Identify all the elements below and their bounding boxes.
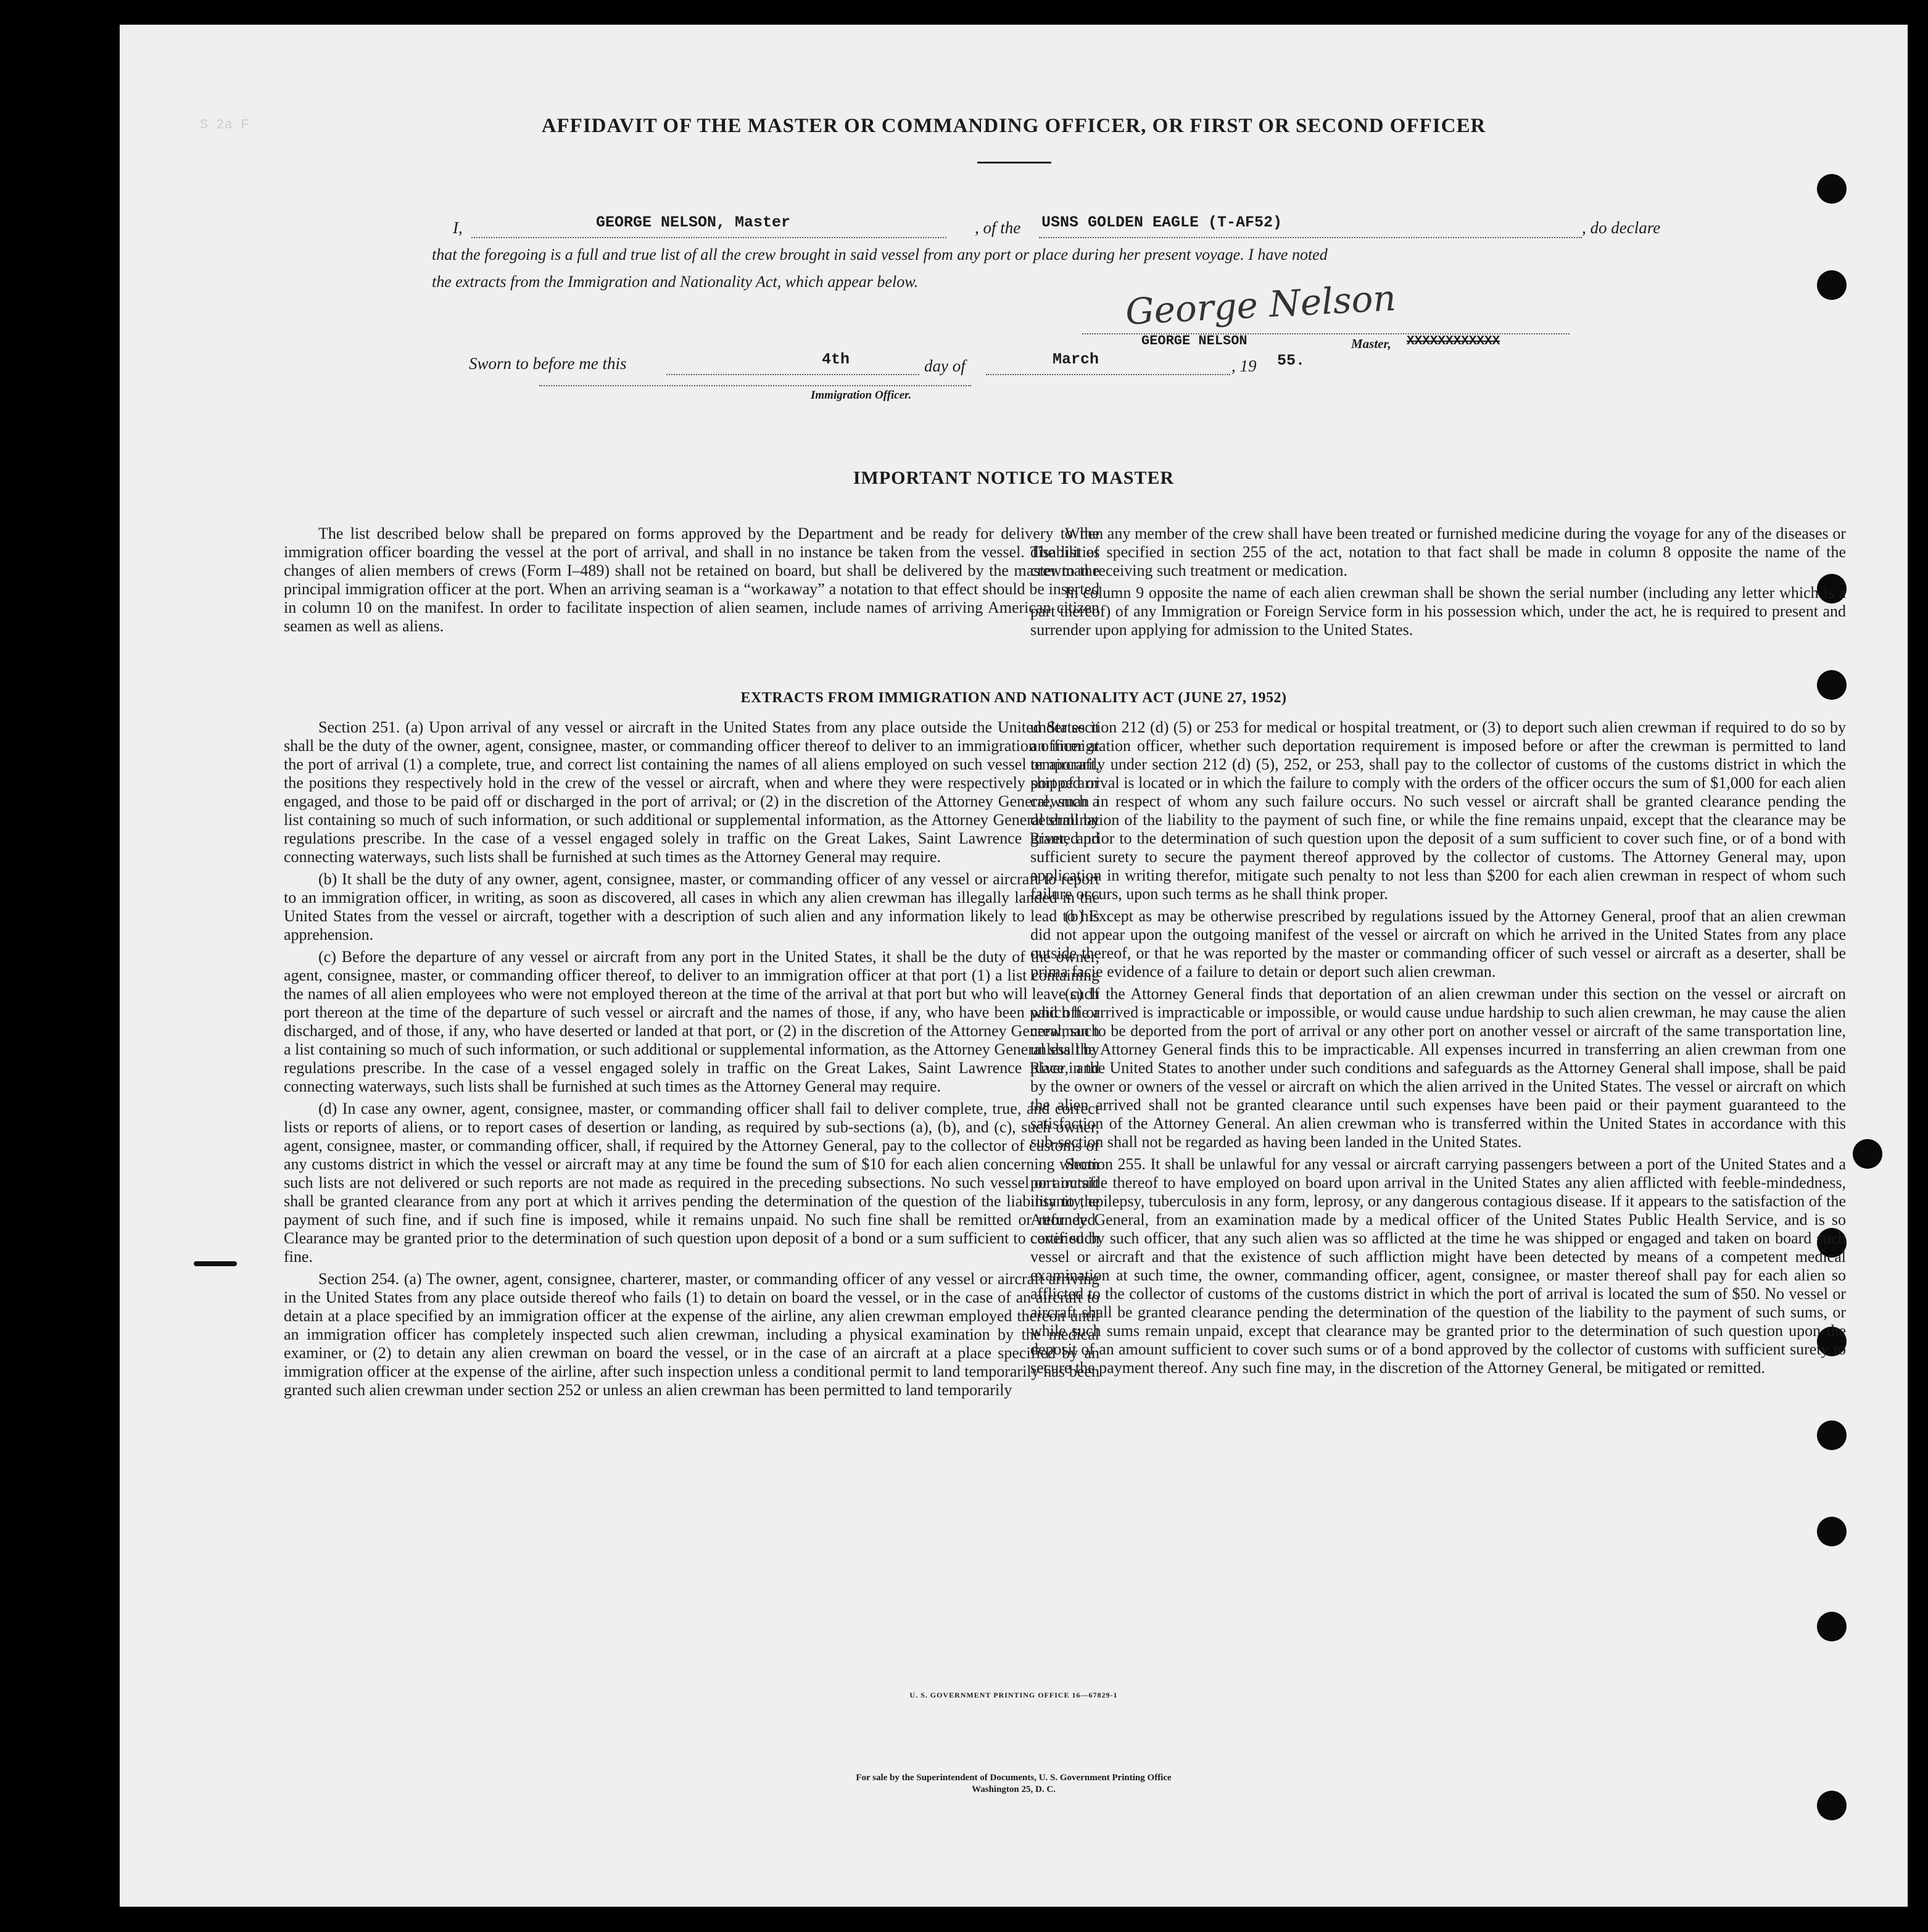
document-title: AFFIDAVIT OF THE MASTER OR COMMANDING OFFICER, OR FIRST OR SECOND OFFICER	[541, 115, 1486, 137]
typed-signatory-name: GEORGE NELSON	[1141, 333, 1247, 349]
act-paragraph: Section 254. (a) The owner, agent, consignee, charterer, master, or commanding officer of any vessel or aircraft arriving in the United States from any place outside thereof who fails (1) to detain on board the vessel, or in the case of an aircraft to detain at a place specified by an immigration officer at the expense of the airline, any alien crewman employed thereon until an immigration officer has completely inspected such alien crewman, including a physical examination by the medical examiner, or (2) to detain any alien crewman on board the vessel, or in the case of an aircraft at a place specified by an immigration officer at the expense of the airline, after such inspection unless a conditional permit to land temporarily has been granted such alien crewman under section 252 or unless an alien crewman has been permitted to land temporarily	[284, 1270, 1099, 1399]
declaration-i-label: I,	[453, 218, 463, 237]
master-title-label: Master,	[1351, 336, 1391, 351]
notice-paragraph: The list described below shall be prepared on forms approved by the Department and be ready for delivery to the immigration officer boarding the vessel at the port of arrival, and shall in no instance be taken from the vessel. The list of changes of alien members of crews (Form I–489) shall not be retained on board, but shall be delivered by the master to the principal immigration officer at the port. When an arriving seaman is a “workaway” a notation to that effect should be inserted in column 10 on the manifest. In order to facilitate inspection of alien seamen, include names of arriving American citizen seamen as well as aliens.	[284, 524, 1099, 635]
declaration-line-2: that the foregoing is a full and true list of all the crew brought in said vessel from any port or place during her present voyage. I have noted	[432, 246, 1328, 263]
punch-hole	[1817, 1517, 1847, 1546]
year-prefix-label: , 19	[1231, 357, 1257, 375]
for-sale-line: For sale by the Superintendent of Documents, U. S. Government Printing Office	[856, 1773, 1172, 1783]
declaration-line-3: the extracts from the Immigration and Nationality Act, which appear below.	[432, 273, 919, 291]
day-field-line	[666, 374, 919, 375]
master-name-value: GEORGE NELSON, Master	[596, 214, 791, 231]
do-declare-label: , do declare	[1582, 218, 1661, 237]
punch-hole	[1817, 1612, 1847, 1641]
struck-through-title: XXXXXXXXXXXX	[1407, 334, 1500, 349]
sworn-day-value: 4th	[822, 350, 850, 368]
day-of-label: day of	[924, 357, 966, 375]
bleed-through-mark: S 2a F	[200, 117, 249, 133]
notice-left-column	[284, 524, 1099, 639]
act-paragraph: (b) It shall be the duty of any owner, agent, consignee, master, or commanding officer of any vessel or aircraft to report to an immigration officer, in writing, as soon as discovered, all cases in which any alien crewman has illegally landed in the United States from the vessel or aircraft, together with a description of such alien and any information likely to lead to his apprehension.	[284, 870, 1099, 943]
act-paragraph: (d) In case any owner, agent, consignee, master, or commanding officer shall fail to deliver complete, true, and correct lists or reports of aliens, or to report cases of desertion or landing, as required by sub-sections (a), (b), and (c), such owner, agent, consignee, master, or commanding officer, shall, if required by the Attorney General, pay to the collector of customs of any customs district in which the vessel or aircraft may at any time be found the sum of $10 for each alien concerning whom such lists are not delivered or such reports are not made as required in the preceding subsections. No such vessel or aircraft shall be granted clearance from any port at which it arrives pending the determination of the question of the liability to the payment of such fine, and if such fine is imposed, while it remains unpaid. No such fine shall be remitted or refunded. Clearance may be granted prior to the determination of such question upon deposit of a bond or a sum sufficient to cover such fine.	[284, 1100, 1099, 1266]
act-paragraph: under section 212 (d) (5) or 253 for medical or hospital treatment, or (3) to deport such alien crewman if required to do so by an immigration officer, whether such deportation requirement is imposed before or after the crewman is permitted to land temporarily under section 212 (d) (5), 252, or 253, shall pay to the collector of customs of the customs district in which the port of arrival is located or in which the failure to comply with the orders of the officer occurs the sum of $1,000 for each alien crewman in respect of whom any such failure occurs. No such vessel or aircraft shall be granted clearance pending the determination of the liability to the payment of such fine, or while the fine remains unpaid, except that the clearance may be granted prior to the determination of such question upon the deposit of a sum sufficient to cover such fine, or of a bond with sufficient surety to secure the payment thereof approved by the collector of customs. The Attorney General may, upon application in writing therefor, mitigate such penalty to not less than $200 for each alien crewman in respect of whom such failure occurs, upon such terms as he shall think proper.	[1030, 718, 1846, 903]
month-field-line	[986, 374, 1230, 375]
extracts-heading: EXTRACTS FROM IMMIGRATION AND NATIONALITY ACT (JUNE 27, 1952)	[740, 690, 1287, 706]
notice-paragraph: When any member of the crew shall have been treated or furnished medicine during the voyage for any of the diseases or disabilities specified in section 255 of the act, notation to that fact shall be made in column 8 opposite the name of the crewman receiving such treatment or medication.	[1030, 524, 1846, 579]
handwritten-signature: George Nelson	[1124, 276, 1397, 333]
sworn-label: Sworn to before me this	[469, 354, 627, 373]
extracts-left-column	[284, 718, 1099, 1403]
name-field-line	[471, 237, 946, 238]
officer-signature-line	[539, 385, 971, 386]
immigration-officer-caption: Immigration Officer.	[811, 389, 912, 402]
notice-paragraph: In column 9 opposite the name of each alien crewman shall be shown the serial number (including any letter which is a part thereof) of any Immigration or Foreign Service form in his possession which, under the act, he is required to present and surrender upon applying for admission to the United States.	[1030, 584, 1846, 639]
notice-heading: IMPORTANT NOTICE TO MASTER	[853, 468, 1175, 488]
document-page	[120, 25, 1908, 1907]
of-the-label: , of the	[975, 218, 1021, 237]
sworn-year-value: 55.	[1277, 352, 1305, 370]
extracts-right-column	[1030, 718, 1846, 1381]
for-sale-line: Washington 25, D. C.	[972, 1785, 1056, 1794]
title-underline	[977, 162, 1051, 164]
punch-hole	[1817, 270, 1847, 300]
act-paragraph: Section 251. (a) Upon arrival of any vessel or aircraft in the United States from any place outside the United States it shall be the duty of the owner, agent, consignee, master, or commanding officer thereof to deliver to an immigration officer at the port of arrival (1) a complete, true, and correct list containing the names of all aliens employed on such vessel or aircraft, the positions they respectively hold in the crew of the vessel or aircraft, when and where they were respectively shipped or engaged, and those to be paid off or discharged in the port of arrival; or (2) in the discretion of the Attorney General, such a list containing so much of such information, or such additional or supplemental information, as the Attorney General shall by regulations prescribe. In the case of a vessel engaged solely in traffic on the Great Lakes, Saint Lawrence River, and connecting waterways, such lists shall be furnished at such times as the Attorney General may require.	[284, 718, 1099, 866]
vessel-field-line	[1039, 237, 1582, 238]
vessel-name-value: USNS GOLDEN EAGLE (T-AF52)	[1041, 214, 1283, 231]
margin-mark	[194, 1261, 237, 1266]
punch-hole	[1853, 1139, 1882, 1169]
act-paragraph: (c) Before the departure of any vessel or aircraft from any port in the United States, it shall be the duty of the owner, agent, consignee, master, or commanding officer thereof, to deliver to an immigration officer at that port (1) a list containing the names of all alien employees who were not employed thereon at the time of the arrival at that port but who will leave such port thereon at the time of the departure of such vessel or aircraft and the names of those, if any, who have been paid off or discharged, and of those, if any, who have deserted or landed at that port, or (2) in the discretion of the Attorney General, such a list containing so much of such information, or such additional or supplemental information, as the Attorney General shall by regulations prescribe. In the case of a vessel engaged solely in traffic on the Great Lakes, Saint Lawrence River, and connecting waterways, such lists shall be furnished at such times as the Attorney General may require.	[284, 948, 1099, 1095]
act-paragraph: (c) If the Attorney General finds that deportation of an alien crewman under this section on the vessel or aircraft on which he arrived is impracticable or impossible, or would cause undue hardship to such alien crewman, he may cause the alien crewman to be deported from the port of arrival or any other port on another vessel or aircraft of the same transportation line, unless the Attorney General finds this to be impracticable. All expenses incurred in transferring an alien crewman from one place in the United States to another under such conditions and safeguards as the Attorney General shall impose, shall be paid by the owner or owners of the vessel or aircraft on which the alien arrived in the United States. The vessel or aircraft on which the alien arrived shall not be granted clearance until such expenses have been paid or their payment guaranteed to the satisfaction of the Attorney General. An alien crewman who is transferred within the United States in accordance with this sub-section shall not be regarded as having been landed in the United States.	[1030, 985, 1846, 1151]
punch-hole	[1817, 1420, 1847, 1450]
gpo-imprint: U. S. GOVERNMENT PRINTING OFFICE 16—67829-1	[909, 1691, 1118, 1699]
sworn-month-value: March	[1053, 350, 1099, 368]
act-paragraph: Section 255. It shall be unlawful for any vessal or aircraft carrying passengers between a port of the United States and a port outside thereof to have employed on board upon arrival in the United States any alien afflicted with feeble-mindedness, insanity, epilepsy, tuberculosis in any form, leprosy, or any dangerous contagious disease. If it appears to the satisfaction of the Attorney General, from an examination made by a medical officer of the United States Public Health Service, and is so certified by such officer, that any such alien was so afflicted at the time he was shipped or engaged and taken on board such vessel or aircraft and that the existence of such affliction might have been detected by means of a competent medical examination at such time, the owner, commanding officer, agent, consignee, or master thereof shall pay for each alien so afflicted to the collector of customs of the customs district in which the port of arrival is located the sum of $50. No vessel or aircraft shall be granted clearance pending the determination of the question of the liability to the payment of such sums, or while such sums remain unpaid, except that clearance may be granted prior to the determination of such question upon the deposit of an amount sufficient to cover such sums or of a bond approved by the collector of customs with sufficient surety to secure the payment thereof. Any such fine may, in the discretion of the Attorney General, be mitigated or remitted.	[1030, 1155, 1846, 1377]
for-sale-notice	[120, 1772, 1908, 1796]
notice-right-column	[1030, 524, 1846, 643]
punch-hole	[1817, 174, 1847, 204]
act-paragraph: (b) Except as may be otherwise prescribed by regulations issued by the Attorney General, proof that an alien crewman did not appear upon the outgoing manifest of the vessel or aircraft on which he arrived in the United States from any place outside thereof, or that he was reported by the master or commanding officer of such vessel or aircraft as a deserter, shall be prima facie evidence of a failure to detain or deport such alien crewman.	[1030, 907, 1846, 981]
